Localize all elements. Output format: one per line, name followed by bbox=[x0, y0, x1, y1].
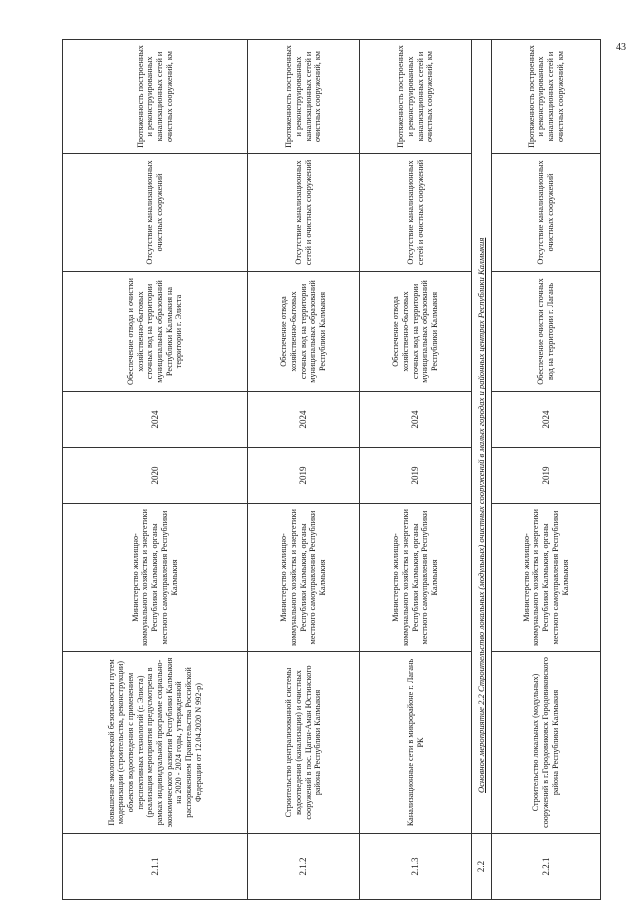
non-implementation-consequences: Отсутствие канализационных очистных сооружений bbox=[63, 154, 248, 272]
measures-table bbox=[62, 39, 601, 900]
non-implementation-consequences: Отсутствие канализационных очистных сооружений bbox=[492, 154, 601, 272]
measure-name: Повышение экологической безопасности путем модернизации (строительства, реконструкции) объектов водоотведения с применением перспективных технологий (г. Элиста) (реализация мероприятия предусмотрена в рамках индивидуальной программе социально-экономического развития Республики Калмыкия на 2020 - 2024 годы, утвержденной распоряжением Правительства Российской Федерации от 12.04.2020 N 992-р) bbox=[63, 652, 248, 834]
table-row bbox=[360, 40, 472, 900]
executor: Министерство жилищно-коммунального хозяйства и энергетики Республики Калмыкия, органы местного самоуправления Республики Калмыкия bbox=[248, 504, 360, 652]
related-indicator: Протяженность построенных и реконструированных канализационных сетей и очистных сооружений, км bbox=[248, 40, 360, 154]
row-number: 2.1.2 bbox=[248, 834, 360, 900]
start-year: 2019 bbox=[360, 448, 472, 504]
related-indicator: Протяженность построенных и реконструированных канализационных сетей и очистных сооружений, км bbox=[492, 40, 601, 154]
rotated-table-frame bbox=[62, 40, 600, 900]
executor: Министерство жилищно-коммунального хозяйства и энергетики Республики Калмыкия, органы местного самоуправления Республики Калмыкия bbox=[63, 504, 248, 652]
end-year: 2024 bbox=[248, 392, 360, 448]
measure-name: Строительство локальных (модульных) сооружений в г.Городовиковск Городовиковского района Республики Калмыкия bbox=[492, 652, 601, 834]
expected-result: Обеспечение отвода и очистки хозяйственно-бытовых сточных вод на территории муниципальных образований Республики Калмыкия на территории г. Элиста bbox=[63, 272, 248, 392]
related-indicator: Протяженность построенных и реконструированных канализационных сетей и очистных сооружений, км bbox=[360, 40, 472, 154]
expected-result: Обеспечение отвода хозяйственно-бытовых сточных вод на территории муниципальных образований Республики Калмыкия bbox=[360, 272, 472, 392]
row-number: 2.1.1 bbox=[63, 834, 248, 900]
section-title: Основное мероприятие 2.2 Строительство локальных (модульных) очистных сооружений в малых городах и районных центрах Республики Калмыкия bbox=[472, 40, 492, 834]
end-year: 2024 bbox=[63, 392, 248, 448]
non-implementation-consequences: Отсутствие канализационных сетей и очистных сооружений bbox=[360, 154, 472, 272]
measure-name: Строительство централизованной системы водоотведения (канализации) и очистных сооружений в пос. Цаган-Аман Юстинского района Республики Калмыкия bbox=[248, 652, 360, 834]
non-implementation-consequences: Отсутствие канализационных сетей и очистных сооружений bbox=[248, 154, 360, 272]
executor: Министерство жилищно-коммунального хозяйства и энергетики Республики Калмыкия, органы местного самоуправления Республики Калмыкия bbox=[492, 504, 601, 652]
measure-name: Канализационные сети в микрорайоне г. Лагань РК bbox=[360, 652, 472, 834]
expected-result: Обеспечение отвода хозяйственно-бытовых сточных вод на территории муниципальных образований Республики Калмыкия bbox=[248, 272, 360, 392]
related-indicator: Протяженность построенных и реконструированных канализационных сетей и очистных сооружений, км bbox=[63, 40, 248, 154]
end-year: 2024 bbox=[360, 392, 472, 448]
executor: Министерство жилищно-коммунального хозяйства и энергетики Республики Калмыкия, органы местного самоуправления Республики Калмыкия bbox=[360, 504, 472, 652]
row-number: 2.1.3 bbox=[360, 834, 472, 900]
table-row bbox=[492, 40, 601, 900]
section-number: 2.2 bbox=[472, 834, 492, 900]
expected-result: Обеспечение очистки сточных вод на территории г. Лагань bbox=[492, 272, 601, 392]
end-year: 2024 bbox=[492, 392, 601, 448]
page-number: 43 bbox=[616, 42, 626, 53]
table-row bbox=[63, 40, 248, 900]
start-year: 2019 bbox=[248, 448, 360, 504]
start-year: 2019 bbox=[492, 448, 601, 504]
table-row bbox=[248, 40, 360, 900]
start-year: 2020 bbox=[63, 448, 248, 504]
rotated-table-area bbox=[62, 40, 600, 900]
row-number: 2.2.1 bbox=[492, 834, 601, 900]
section-row bbox=[472, 40, 492, 900]
